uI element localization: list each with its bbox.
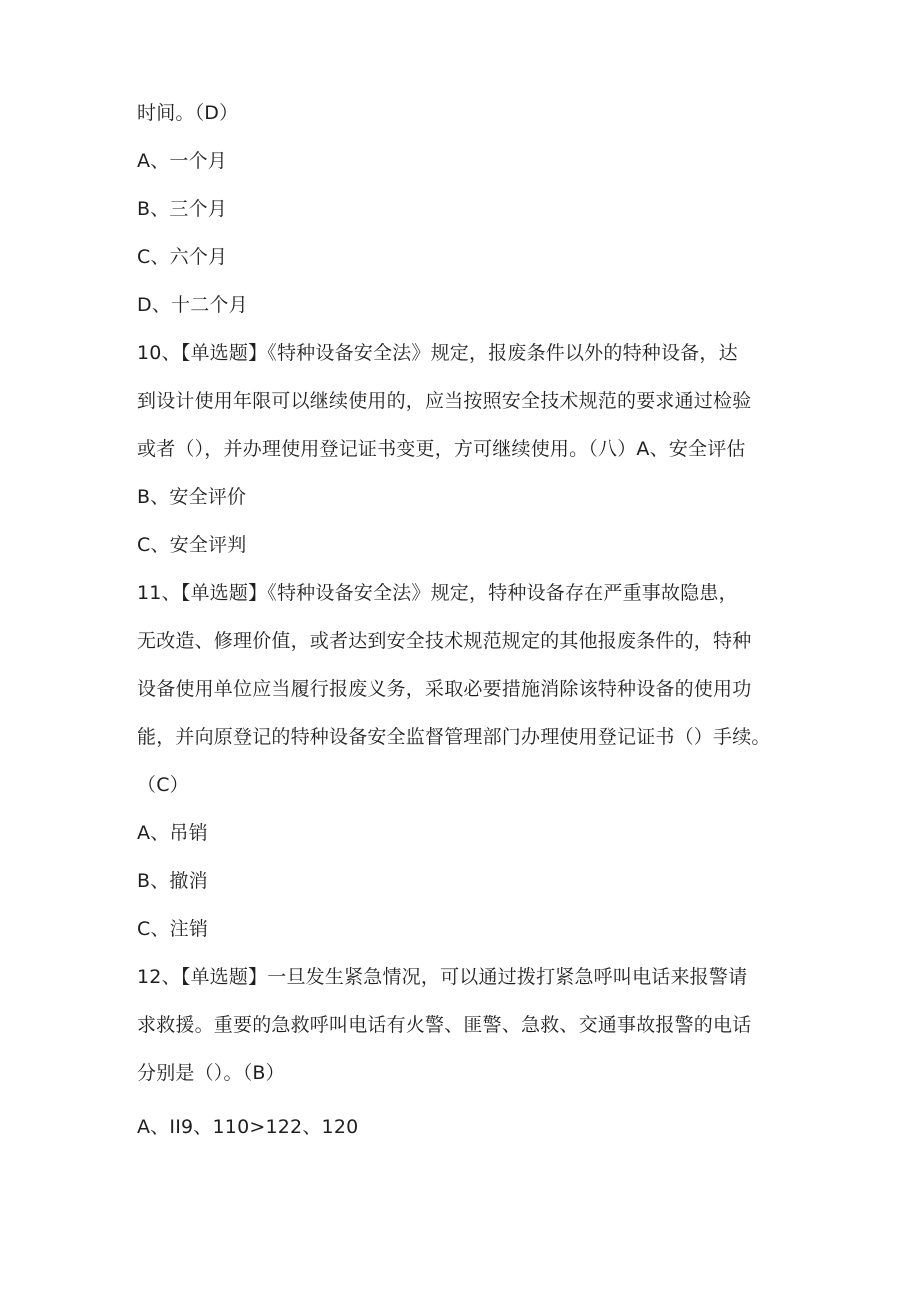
question-9-option-a: A、一个月	[137, 150, 227, 172]
question-11-option-c: C、注销	[137, 918, 209, 940]
question-9-option-b: B、三个月	[137, 198, 228, 220]
document-body	[137, 98, 797, 1160]
question-9-option-d: D、十二个月	[137, 294, 248, 316]
question-10-stem-line-2: 到设计使用年限可以继续使用的，应当按照安全技术规范的要求通过检验	[137, 390, 752, 412]
question-12-stem-line-1: 12、【单选题】一旦发生紧急情况，可以通过拨打紧急呼叫电话来报警请	[137, 966, 748, 988]
question-10-option-b: B、安全评价	[137, 486, 247, 508]
question-11-stem-line-4: 能，并向原登记的特种设备安全监督管理部门办理使用登记证书（）手续。	[137, 726, 771, 748]
question-11-answer: （C）	[137, 774, 189, 796]
question-10-stem-line-1: 10、【单选题】《特种设备安全法》规定，报废条件以外的特种设备，达	[137, 342, 738, 364]
question-11-option-b: B、撤消	[137, 870, 208, 892]
question-12-option-a: A、II9、110>122、120	[137, 1116, 359, 1138]
question-12-stem-line-3: 分别是（）。（B）	[137, 1062, 285, 1084]
question-11-stem-line-3: 设备使用单位应当履行报废义务，采取必要措施消除该特种设备的使用功	[137, 678, 752, 700]
question-10-option-c: C、安全评判	[137, 534, 247, 556]
question-12-stem-line-2: 求救援。重要的急救呼叫电话有火警、匪警、急救、交通事故报警的电话	[137, 1014, 752, 1036]
question-11-stem-line-1: 11、【单选题】《特种设备安全法》规定，特种设备存在严重事故隐患，	[137, 582, 738, 604]
question-11-option-a: A、吊销	[137, 822, 208, 844]
question-11-stem-line-2: 无改造、修理价值，或者达到安全技术规范规定的其他报废条件的，特种	[137, 630, 752, 652]
question-10-stem-line-3: 或者（），并办理使用登记证书变更，方可继续使用。（八）A、安全评估	[137, 438, 746, 460]
question-9-option-c: C、六个月	[137, 246, 228, 268]
question-9-stem-end: 时间。（D）	[137, 102, 239, 124]
